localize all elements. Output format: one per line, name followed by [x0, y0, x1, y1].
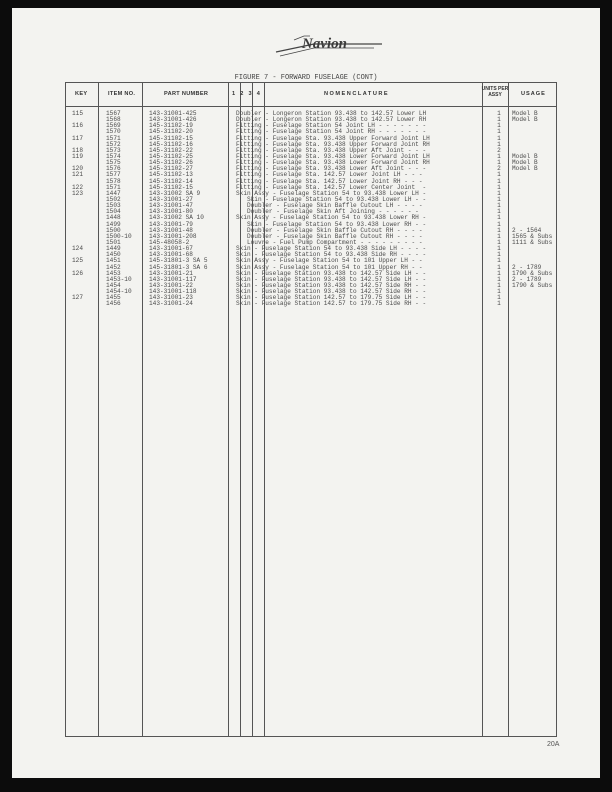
- row-nomenclature: Doubler - Longeron Station 93.438 to 142.57 Lower LH: [236, 110, 427, 117]
- row-part-number: 143-31001-79: [149, 220, 193, 228]
- document-page: [12, 8, 600, 778]
- row-part-number: 145-31102-27: [149, 165, 193, 173]
- row-item-no: 1568: [106, 116, 121, 124]
- row-nomenclature: Fitting - Fuselage Sta. 93.438 Lower Forward Joint RH: [236, 159, 430, 167]
- row-item-no: 1451: [106, 257, 121, 265]
- row-units: 1: [497, 208, 501, 216]
- row-nomenclature: Fitting - Fuselage Sta. 142.57 Lower Center Joint -: [236, 183, 427, 191]
- row-nomenclature: Fitting - Fuselage Sta. 142.57 Lower Joint LH - - -: [236, 171, 423, 179]
- row-nomenclature: Fitting - Fuselage Sta. 93.438 Upper Forward Joint RH: [236, 140, 430, 148]
- row-part-number: 143-31001-118: [149, 288, 197, 296]
- row-key: 117: [72, 134, 83, 142]
- row-usage: 1790 & Subs: [512, 269, 553, 277]
- row-nomenclature: Skin - Fuselage Station 93.438 to 142.57 Side RH - -: [236, 281, 427, 289]
- header-usage: USAGE: [521, 91, 546, 97]
- row-part-number: 143-31001-68: [149, 251, 193, 259]
- header-units-per-assy: UNITS PER ASSY: [481, 86, 509, 98]
- table-body: [66, 111, 556, 308]
- row-nomenclature: Fitting - Fuselage Station 54 Joint RH - - - - - - -: [236, 128, 427, 136]
- row-part-number: 143-31001-47: [149, 202, 193, 210]
- row-units: 1: [497, 263, 501, 271]
- parts-table: [65, 82, 557, 737]
- row-item-no: 1573: [106, 146, 121, 154]
- row-part-number: 145-31801-3 SA 5: [149, 257, 208, 265]
- row-item-no: 1578: [106, 177, 121, 185]
- row-units: 1: [497, 275, 501, 283]
- row-units: 1: [497, 251, 501, 259]
- row-item-no: 1499: [106, 220, 121, 228]
- row-nomenclature: Skin - Fuselage Station 93.438 to 142.57 Side RH - -: [236, 288, 427, 296]
- row-item-no: 1450: [106, 251, 121, 259]
- row-units: 1: [497, 116, 501, 124]
- row-units: 1: [497, 238, 501, 246]
- row-nomenclature: Fitting - Fuselage Sta. 93.438 Lower Forward Joint LH: [236, 152, 430, 160]
- row-item-no: 1571: [106, 134, 121, 142]
- row-item-no: 1500-10: [106, 232, 132, 240]
- row-nomenclature: Doubler - Longeron Station 93.438 to 142.57 Lower RH: [236, 116, 427, 124]
- row-item-no: 1577: [106, 171, 121, 179]
- row-units: 1: [497, 281, 501, 289]
- header-divider: [66, 106, 556, 107]
- row-part-number: 143-31001-48: [149, 226, 193, 234]
- row-nomenclature: Skin Assy - Fuselage Station 54 to 93.438 Lower RH -: [236, 214, 427, 222]
- row-key: 116: [72, 122, 83, 130]
- row-part-number: 143-31001-23: [149, 294, 193, 302]
- row-key: 115: [72, 110, 83, 117]
- row-item-no: 1502: [106, 195, 121, 203]
- figure-title: FIGURE 7 - FORWARD FUSELAGE (CONT): [234, 74, 378, 82]
- row-units: 1: [497, 232, 501, 240]
- row-key: 120: [72, 165, 83, 173]
- row-nomenclature: Skin - Fuselage Station 142.57 to 179.75 Side LH - -: [236, 294, 427, 302]
- row-units: 1: [497, 152, 501, 160]
- row-units: 2: [497, 146, 501, 154]
- header-key: KEY: [75, 91, 88, 97]
- row-part-number: 145-31102-15: [149, 134, 193, 142]
- row-key: 125: [72, 257, 83, 265]
- row-part-number: 143-31001-22: [149, 281, 193, 289]
- row-usage: 2 - 1789: [512, 263, 542, 271]
- row-nomenclature: Fitting - Fuselage Sta. 93.438 Upper Forward Joint LH: [236, 134, 430, 142]
- row-usage: 1565 & Subs: [512, 232, 553, 240]
- row-part-number: 143-31001-425: [149, 110, 197, 117]
- row-part-number: 145-31102-16: [149, 140, 193, 148]
- row-part-number: 145-31102-19: [149, 122, 193, 130]
- row-item-no: 1452: [106, 263, 121, 271]
- row-units: 1: [497, 202, 501, 210]
- row-item-no: 1570: [106, 128, 121, 136]
- row-part-number: 145-48058-2: [149, 238, 190, 246]
- row-key: 119: [72, 152, 83, 160]
- row-item-no: 1503: [106, 202, 121, 210]
- row-part-number: 145-31102-22: [149, 146, 193, 154]
- row-nomenclature: Fitting - Fuselage Sta. 142.57 Lower Joint RH - - -: [236, 177, 423, 185]
- row-nomenclature: Louvre - Fuel Pump Compartment - - - - - - - - -: [236, 238, 423, 246]
- row-units: 1: [497, 220, 501, 228]
- row-nomenclature: Skin - Fuselage Station 93.438 to 142.57 Side LH - -: [236, 275, 427, 283]
- row-nomenclature: Doubler - Fuselage Skin Aft Joining - - - - - -: [236, 208, 419, 216]
- row-item-no: 1453: [106, 269, 121, 277]
- row-nomenclature: Skin Assy - Fuselage Station 54 to 101 Upper RH - -: [236, 263, 423, 271]
- row-nomenclature: Skin Assy - Fuselage Station 54 to 101 Upper LH - -: [236, 257, 423, 265]
- logo-text: Navion: [302, 36, 347, 52]
- header-item-no: ITEM NO.: [108, 91, 136, 97]
- row-item-no: 1453-10: [106, 275, 132, 283]
- row-nomenclature: Skin - Fuselage Station 93.438 to 142.57 Side LH - -: [236, 269, 427, 277]
- row-key: 123: [72, 189, 83, 197]
- row-nomenclature: Fitting - Fuselage Station 54 Joint LH - - - - - - -: [236, 122, 427, 130]
- row-part-number: 145-31102-26: [149, 159, 193, 167]
- row-item-no: 1447: [106, 189, 121, 197]
- row-part-number: 143-31002 SA 9: [149, 189, 201, 197]
- row-units: 1: [497, 300, 501, 308]
- row-units: 1: [497, 140, 501, 148]
- row-units: 1: [497, 134, 501, 142]
- row-item-no: 1449: [106, 245, 121, 253]
- row-units: 2: [497, 165, 501, 173]
- header-nomenclature: NOMENCLATURE: [324, 91, 390, 97]
- row-part-number: 143-31001-208: [149, 232, 197, 240]
- row-units: 1: [497, 177, 501, 185]
- row-key: 122: [72, 183, 83, 191]
- row-part-number: 145-31102-25: [149, 152, 193, 160]
- row-key: 126: [72, 269, 83, 277]
- row-units: 1: [497, 128, 501, 136]
- row-part-number: 143-31001-80: [149, 208, 193, 216]
- row-usage: Model B: [512, 159, 538, 167]
- row-item-no: 1571: [106, 183, 121, 191]
- row-units: 1: [497, 269, 501, 277]
- row-part-number: 145-31801-3 SA 6: [149, 263, 208, 271]
- row-usage: Model B: [512, 116, 538, 124]
- row-item-no: 1567: [106, 110, 121, 117]
- row-part-number: 143-31002 SA 10: [149, 214, 204, 222]
- row-item-no: 1572: [106, 140, 121, 148]
- row-item-no: 1576: [106, 165, 121, 173]
- row-usage: 2 - 1789: [512, 275, 542, 283]
- row-item-no: 1454: [106, 281, 121, 289]
- row-usage: 1790 & Subs: [512, 281, 553, 289]
- row-usage: Model B: [512, 110, 538, 117]
- row-key: 118: [72, 146, 83, 154]
- header-levels: 1 2 3 4: [232, 91, 261, 97]
- row-units: 1: [497, 195, 501, 203]
- row-part-number: 145-31102-13: [149, 171, 193, 179]
- row-key: 121: [72, 171, 83, 179]
- row-usage: Model B: [512, 165, 538, 173]
- row-key: 127: [72, 294, 83, 302]
- row-units: 1: [497, 159, 501, 167]
- row-part-number: 145-31102-14: [149, 177, 193, 185]
- row-part-number: 143-31001-27: [149, 195, 193, 203]
- row-item-no: 1575: [106, 159, 121, 167]
- row-key: 124: [72, 245, 83, 253]
- row-units: 1: [497, 226, 501, 234]
- row-part-number: 145-31102-15: [149, 183, 193, 191]
- row-nomenclature: Skin - Fuselage Station 54 to 93.438 Side LH - - - -: [236, 245, 427, 253]
- row-item-no: 1500: [106, 226, 121, 234]
- row-units: 1: [497, 122, 501, 130]
- row-part-number: 143-31001-21: [149, 269, 193, 277]
- row-usage: 2 - 1564: [512, 226, 542, 234]
- row-nomenclature: Skin - Fuselage Station 54 to 93.438 Lower RH - -: [236, 220, 427, 228]
- row-usage: Model B: [512, 152, 538, 160]
- row-item-no: 1504: [106, 208, 121, 216]
- row-units: 1: [497, 214, 501, 222]
- row-units: 1: [497, 183, 501, 191]
- row-item-no: 1455: [106, 294, 121, 302]
- row-part-number: 143-31001-117: [149, 275, 197, 283]
- row-nomenclature: Doubler - Fuselage Skin Baffle Cutout LH - - - -: [236, 202, 423, 210]
- row-part-number: 143-31001-426: [149, 116, 197, 124]
- row-item-no: 1569: [106, 122, 121, 130]
- row-nomenclature: Skin - Fuselage Station 54 to 93.438 Lower LH - -: [236, 195, 427, 203]
- header-part-number: PART NUMBER: [164, 91, 209, 97]
- row-units: 1: [497, 245, 501, 253]
- row-usage: 1111 & Subs: [512, 238, 553, 246]
- row-units: 1: [497, 288, 501, 296]
- row-nomenclature: Fitting - Fuselage Sta. 93.438 Upper Aft Joint - - -: [236, 146, 427, 154]
- row-nomenclature: Doubler - Fuselage Skin Baffle Cutout RH - - - -: [236, 232, 423, 240]
- row-units: 1: [497, 189, 501, 197]
- table-row: [66, 301, 556, 307]
- row-part-number: 143-31001-67: [149, 245, 193, 253]
- row-part-number: 143-31001-24: [149, 300, 193, 308]
- row-part-number: 145-31102-20: [149, 128, 193, 136]
- row-nomenclature: Fitting - Fuselage Sta. 93.438 Lower Aft Joint - - -: [236, 165, 427, 173]
- row-units: 1: [497, 294, 501, 302]
- row-units: 1: [497, 171, 501, 179]
- row-item-no: 1454-10: [106, 288, 132, 296]
- row-nomenclature: Skin - Fuselage Station 54 to 93.438 Side RH - - - -: [236, 251, 427, 259]
- row-nomenclature: Doubler - Fuselage Skin Baffle Cutout RH - - - -: [236, 226, 423, 234]
- row-item-no: 1574: [106, 152, 121, 160]
- row-nomenclature: Skin - Fuselage Station 142.57 to 179.75 Side RH - -: [236, 300, 427, 308]
- row-units: 1: [497, 257, 501, 265]
- row-nomenclature: Skin Assy - Fuselage Station 54 to 93.438 Lower LH -: [236, 189, 427, 197]
- row-item-no: 1448: [106, 214, 121, 222]
- page-number: 20A: [547, 741, 560, 748]
- row-item-no: 1501: [106, 238, 121, 246]
- row-units: 1: [497, 110, 501, 117]
- row-item-no: 1456: [106, 300, 121, 308]
